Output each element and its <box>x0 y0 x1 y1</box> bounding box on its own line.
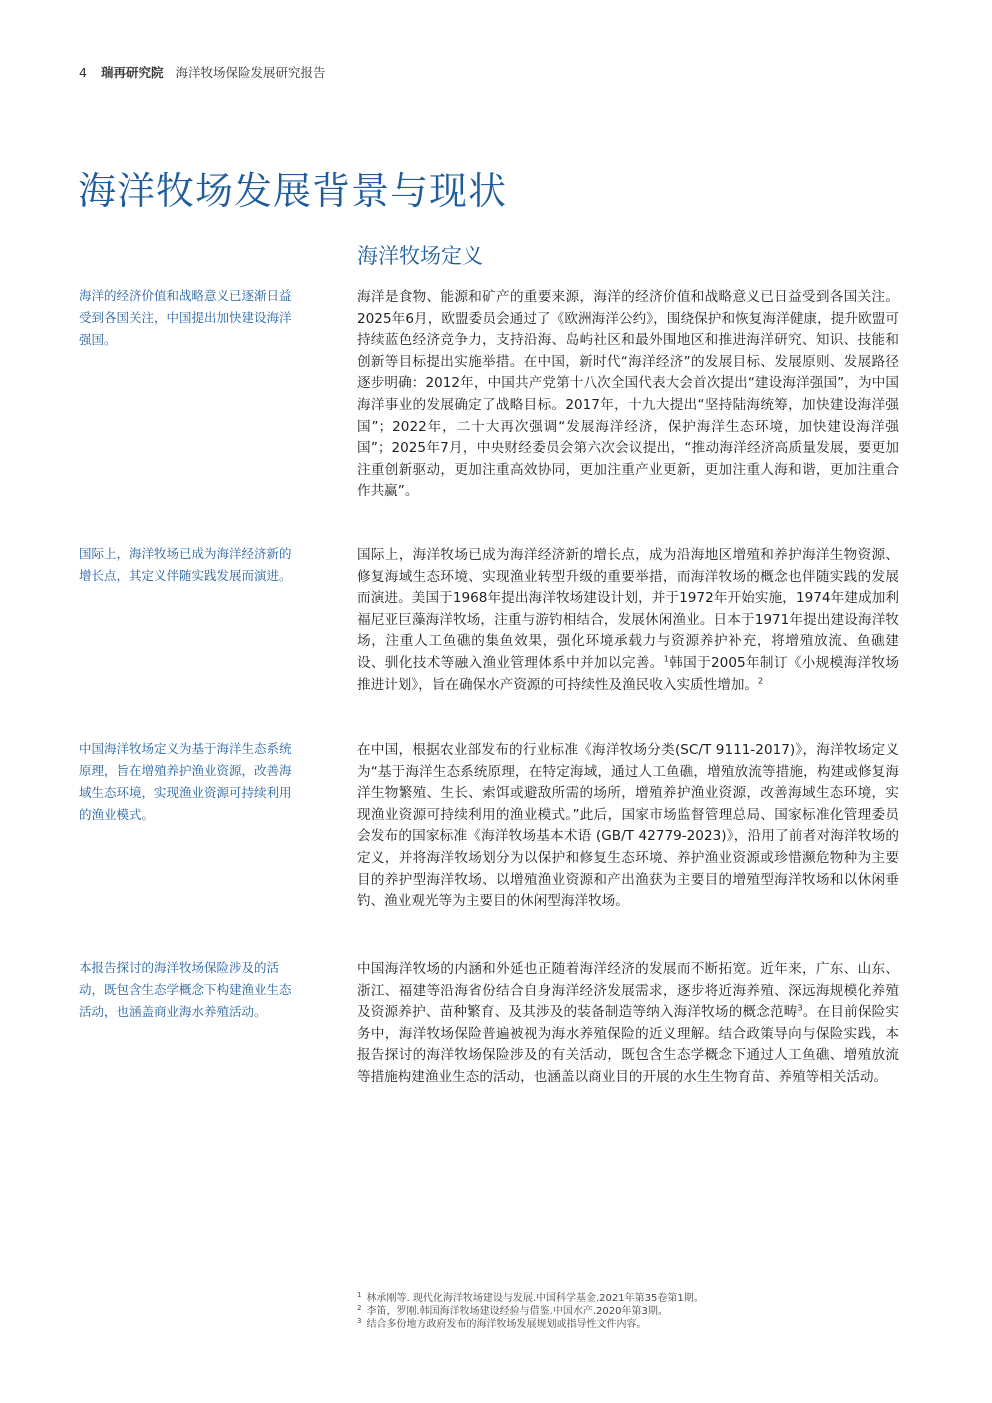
footnote-ref-2[interactable]: 2 <box>758 676 764 686</box>
paragraph-2 <box>357 545 899 696</box>
paragraph-2-text-a: 国际上，海洋牧场已成为海洋经济新的增长点，成为沿海地区增殖和养护海洋生物资源、修复海域生态环境、实现渔业转型升级的重要举措，而海洋牧场的概念也伴随实践的发展而演进。美国于1968年提出海洋牧场建设计划，并于1972年开始实施，1974年建成加利福尼亚巨藻海洋牧场，注重与游钓相结合，发展休闲渔业。日本于1971年提出建设海洋牧场，注重人工鱼礁的集鱼效果，强化环境承载力与资源养护补充，将增殖放流、鱼礁建设、驯化技术等融入渔业管理体系中并加以完善。 <box>357 547 899 671</box>
paragraph-4-text-a: 中国海洋牧场的内涵和外延也正随着海洋经济的发展而不断拓宽。近年来，广东、山东、浙江、福建等沿海省份结合自身海洋经济发展需求，逐步将近海养殖、深远海规模化养殖及资源养护、苗种繁育、及其涉及的装备制造等纳入海洋牧场的概念范畴 <box>357 961 899 1021</box>
brand-name: 瑞再研究院 <box>100 65 164 80</box>
sidenote-1: 海洋的经济价值和战略意义已逐渐日益受到各国关注，中国提出加快建设海洋强国。 <box>79 288 292 347</box>
sidenote-3: 中国海洋牧场定义为基于海洋生态系统原理，旨在增殖养护渔业资源，改善海域生态环境，实现渔业资源可持续利用的渔业模式。 <box>79 741 292 822</box>
paragraph-4-text-b: 。在目前保险实务中，海洋牧场保险普遍被视为海水养殖保险的近义理解。结合政策导向与保险实践，本报告探讨的海洋牧场保险涉及的有关活动，既包含生态学概念下通过人工鱼礁、增殖放流等措施构建渔业生态的活动，也涵盖以商业目的开展的水生生物育苗、养殖等相关活动。 <box>357 1004 900 1085</box>
footnote-item <box>357 1318 704 1331</box>
footnote-text: 林承刚等. 现代化海洋牧场建设与发展.中国科学基金.2021年第35卷第1期。 <box>366 1293 704 1304</box>
page-number: 4 <box>79 65 87 80</box>
paragraph-2-text-b: 韩国于2005年制订《小规模海洋牧场推进计划》，旨在确保水产资源的可持续性及渔民收入实质性增加。 <box>357 654 899 693</box>
running-header <box>79 63 325 81</box>
paragraph-3: 在中国，根据农业部发布的行业标准《海洋牧场分类(SC/T 9111-2017)》，海洋牧场定义为“基于海洋生态系统原理，在特定海域，通过人工鱼礁，增殖放流等措施，构建或修复海洋生物繁殖、生长、索饵或避敌所需的场所，增殖养护渔业资源，改善海域生态环境，实现渔业资源可持续利用的渔业模式。”此后，国家市场监督管理总局、国家标准化管理委员会发布的国家标准《海洋牧场基本术语 (GB/T 42779-2023)》，沿用了前者对海洋牧场的定义，并将海洋牧场划分为以保护和修复生态环境、养护渔业资源或珍惜濒危物种为主要目的养护型海洋牧场、以增殖渔业资源和产出渔获为主要目的增殖型海洋牧场和以休闲垂钓、渔业观光等为主要目的休闲型海洋牧场。 <box>357 742 899 910</box>
report-title: 海洋牧场保险发展研究报告 <box>175 65 326 80</box>
footnote-ref-1[interactable]: 1 <box>663 654 669 664</box>
sidenote-2: 国际上，海洋牧场已成为海洋经济新的增长点，其定义伴随实践发展而演进。 <box>79 546 292 583</box>
footnote-number: 3 <box>357 1316 362 1325</box>
sidenote-4: 本报告探讨的海洋牧场保险涉及的活动，既包含生态学概念下构建渔业生态活动，也涵盖商业海水养殖活动。 <box>79 960 292 1019</box>
footnote-text: 结合多份地方政府发布的海洋牧场发展规划或指导性文件内容。 <box>366 1319 647 1330</box>
section-title: 海洋牧场定义 <box>357 244 483 268</box>
footnote-ref-3[interactable]: 3 <box>797 1003 803 1013</box>
paragraph-4 <box>357 959 899 1089</box>
footnote-text: 李笛，罗刚.韩国海洋牧场建设经验与借鉴.中国水产.2020年第3期。 <box>366 1306 668 1317</box>
footnotes <box>357 1292 704 1331</box>
page-title: 海洋牧场发展背景与现状 <box>78 169 508 213</box>
paragraph-1: 海洋是食物、能源和矿产的重要来源，海洋的经济价值和战略意义已日益受到各国关注。2025年6月，欧盟委员会通过了《欧洲海洋公约》，围绕保护和恢复海洋健康，提升欧盟可持续蓝色经济竞争力，支持沿海、岛屿社区和最外围地区和推进海洋研究、知识、技能和创新等目标提出实施举措。在中国，新时代“海洋经济”的发展目标、发展原则、发展路径逐步明确：2012年，中国共产党第十八次全国代表大会首次提出“建设海洋强国”，为中国海洋事业的发展确定了战略目标。2017年，十九大提出“坚持陆海统筹，加快建设海洋强国”；2022年，二十大再次强调“发展海洋经济，保护海洋生态环境，加快建设海洋强国”；2025年7月，中央财经委员会第六次会议提出，“推动海洋经济高质量发展，要更加注重创新驱动，更加注重高效协同，更加注重产业更新，更加注重人海和谐，更加注重合作共赢”。 <box>357 289 899 500</box>
footnote-number: 2 <box>357 1303 362 1312</box>
footnote-item <box>357 1292 704 1305</box>
footnote-item <box>357 1305 704 1318</box>
footnote-number: 1 <box>357 1290 362 1299</box>
